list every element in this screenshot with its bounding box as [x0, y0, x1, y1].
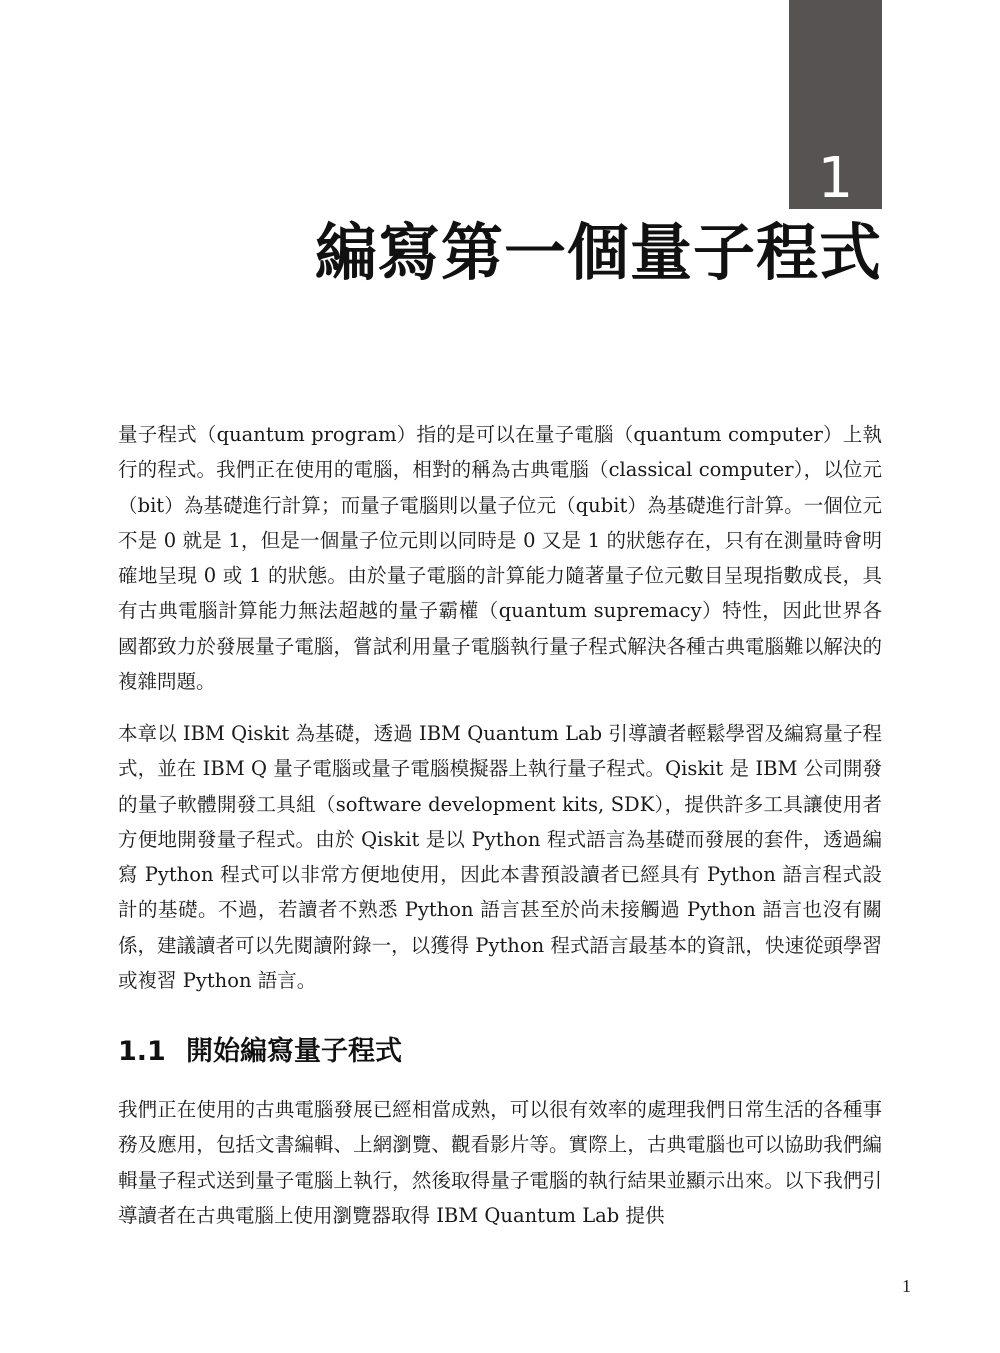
body-paragraph-qiskit — [118, 716, 882, 998]
chapter-title: 編寫第一個量子程式 — [314, 216, 882, 289]
paragraph-text: 量子程式（quantum program）指的是可以在量子電腦（quantum computer）上執行的程式。我們正在使用的電腦，相對的稱為古典電腦（classical computer），以位元（bit）為基礎進行計算；而量子電腦則以量子位元（qubit）為基礎進行計算。一個位元不是 0 就是 1，但是一個量子位元則以同時是 0 又是 1 的狀態存在，只有在測量時會明確地呈現 0 或 1 的狀態。由於量子電腦的計算能力隨著量子位元數目呈現指數成長，具有古典電腦計算能力無法超越的量子霸權（quantum supremacy）特性，因此世界各國都致力於發展量子電腦，嘗試利用量子電腦執行量子程式解決各種古典電腦難以解決的複雜問題。 — [118, 423, 882, 694]
paragraph-text: 我們正在使用的古典電腦發展已經相當成熟，可以很有效率的處理我們日常生活的各種事務及應用，包括文書編輯、上網瀏覽、觀看影片等。實際上，古典電腦也可以協助我們編輯量子程式送到量子電腦上執行，然後取得量子電腦的執行結果並顯示出來。以下我們引導讀者在古典電腦上使用瀏覽器取得 IBM Quantum Lab 提供 — [118, 1098, 882, 1227]
chapter-tab — [789, 0, 882, 209]
body-paragraph-intro — [118, 417, 882, 699]
chapter-number: 1 — [817, 146, 854, 211]
page-number: 1 — [902, 1276, 911, 1296]
paragraph-text: 本章以 IBM Qiskit 為基礎，透過 IBM Quantum Lab 引導讀者輕鬆學習及編寫量子程式，並在 IBM Q 量子電腦或量子電腦模擬器上執行量子程式。Qiskit 是 IBM 公司開發的量子軟體開發工具組（software development kits, SDK），提供許多工具讓使用者方便地開發量子程式。由於 Qiskit 是以 Python 程式語言為基礎而發展的套件，透過編寫 Python 程式可以非常方便地使用，因此本書預設讀者已經具有 Python 語言程式設計的基礎。不過，若讀者不熟悉 Python 語言甚至於尚未接觸過 Python 語言也沒有關係，建議讀者可以先閱讀附錄一，以獲得 Python 程式語言最基本的資訊，快速從頭學習或複習 Python 語言。 — [118, 722, 882, 993]
section-title: 開始編寫量子程式 — [186, 1036, 402, 1067]
body-paragraph-section — [118, 1092, 882, 1233]
section-heading — [118, 1036, 402, 1068]
section-number: 1.1 — [118, 1036, 166, 1067]
